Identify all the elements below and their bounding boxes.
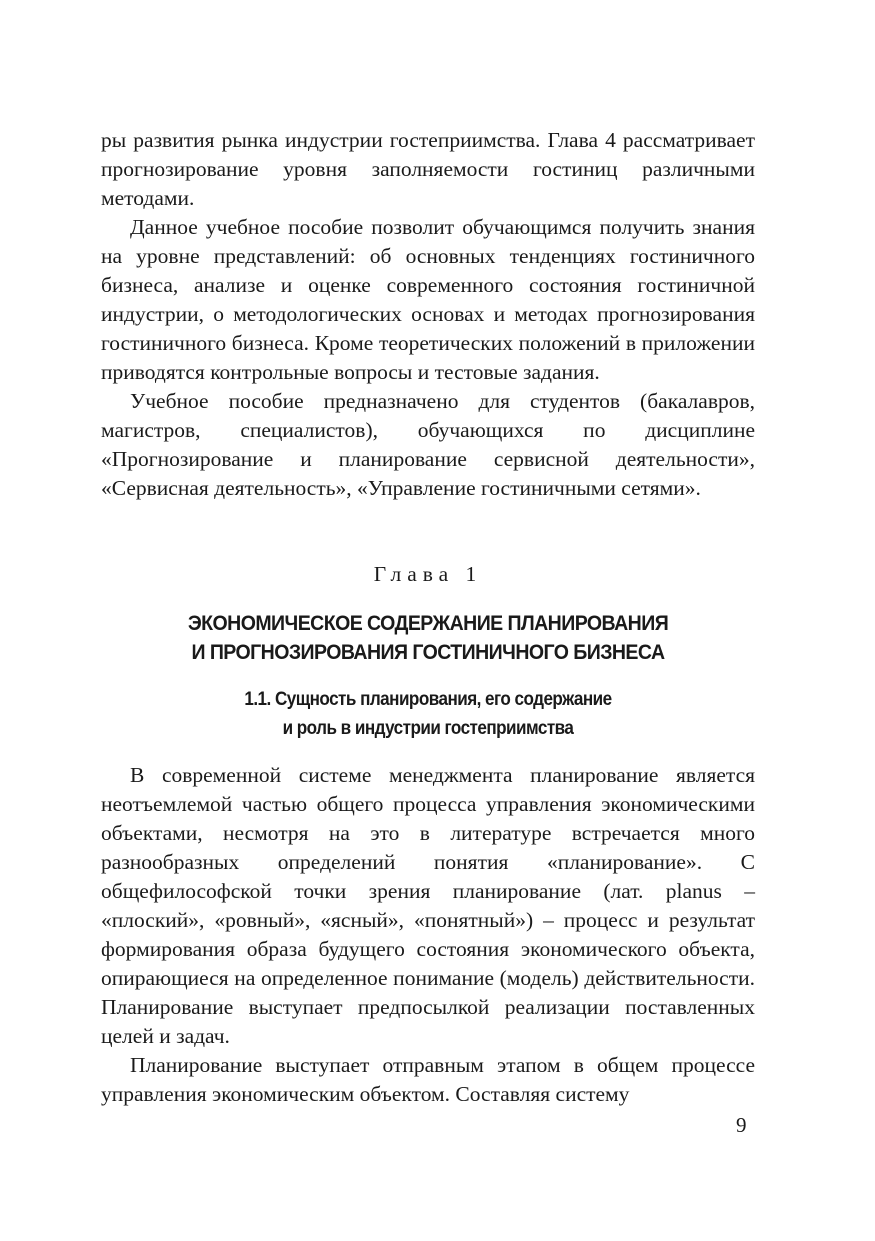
page-number: 9 xyxy=(736,1113,747,1137)
section-body xyxy=(101,761,755,1109)
chapter-label: Глава 1 xyxy=(373,562,483,586)
chapter-title-line-2: И ПРОГНОЗИРОВАНИЯ ГОСТИНИЧНОГО БИЗНЕСА xyxy=(191,641,665,664)
section-title-line-1: 1.1. Сущность планирования, его содержание xyxy=(244,689,612,710)
page-body xyxy=(101,126,755,1109)
section-paragraph-1: В современной системе менеджмента планирование является неотъемлемой частью общего процесса управления экономическими объектами, несмотря на это в литературе встречается много разнообразных определений понятия «планирование». С общефилософской точки зрения планирование (лат. planus – «плоский», «ровный», «ясный», «понятный») – процесс и результат формирования образа будущего состояния экономического объекта, опирающиеся на определенное понимание (модель) действительности. Планирование выступает предпосылкой реализации поставленных целей и задач. xyxy=(101,763,755,1048)
section-title xyxy=(134,685,723,743)
intro-paragraph-1: ры развития рынка индустрии гостеприимства. Глава 4 рассматривает прогнозирование уровня заполняемости гостиниц различными методами. xyxy=(101,128,755,210)
chapter-title-line-1: ЭКОНОМИЧЕСКОЕ СОДЕРЖАНИЕ ПЛАНИРОВАНИЯ xyxy=(187,612,669,635)
section-paragraph-2: Планирование выступает отправным этапом в общем процессе управления экономическим объектом. Составляя систему xyxy=(101,1053,755,1106)
intro-paragraph-3: Учебное пособие предназначено для студентов (бакалавров, магистров, специалистов), обучающихся по дисциплине «Прогнозирование и планирование сервисной деятельности», «Сервисная деятельность», «Управление гостиничными сетями». xyxy=(101,389,755,500)
intro-paragraph-2: Данное учебное пособие позволит обучающимся получить знания на уровне представлений: об основных тенденциях гостиничного бизнеса, анализе и оценке современного состояния гостиничной индустрии, о методологических основах и методах прогнозирования гостиничного бизнеса. Кроме теоретических положений в приложении приводятся контрольные вопросы и тестовые задания. xyxy=(101,215,755,384)
section-title-line-2: и роль в индустрии гостеприимства xyxy=(282,718,574,739)
chapter-title xyxy=(124,609,732,667)
